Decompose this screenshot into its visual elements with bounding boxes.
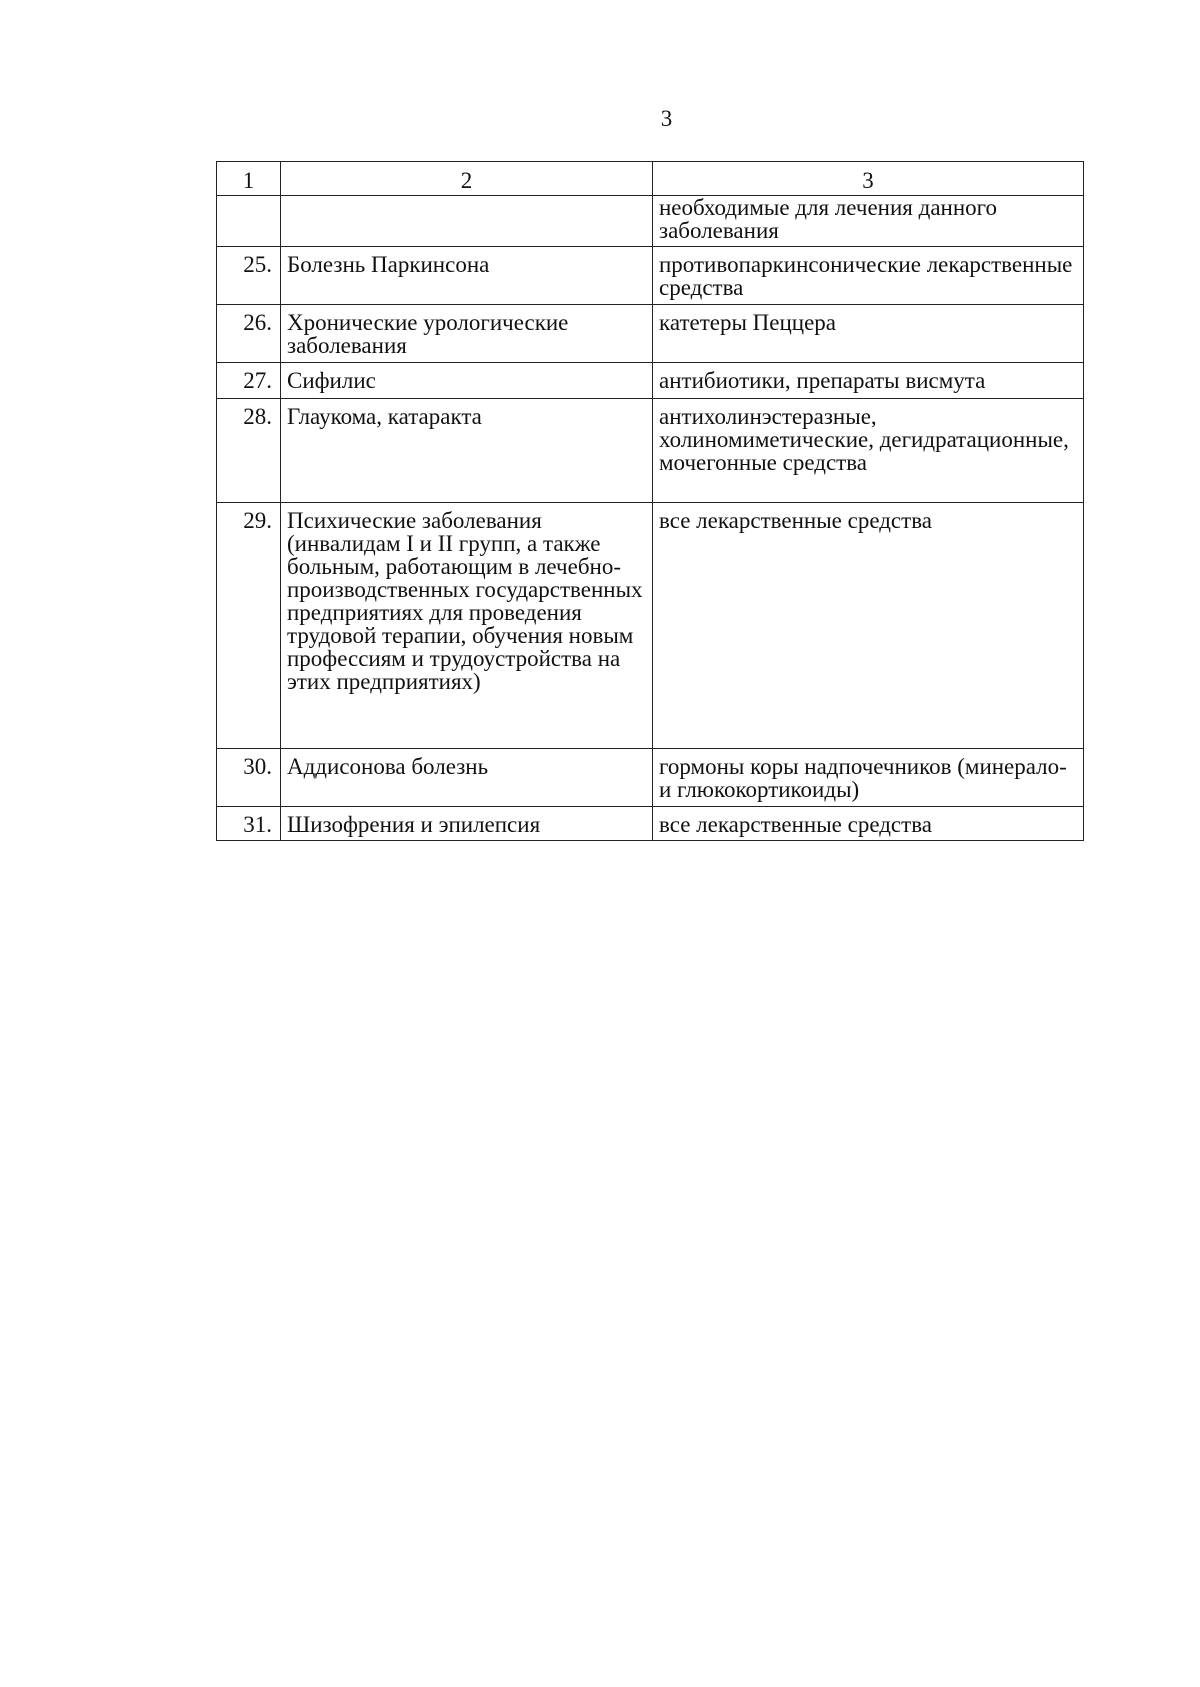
drugs-cell: противопаркинсонические лекарственные средства [653,247,1084,305]
table-row [217,305,1084,363]
disease-cell: Сифилис [281,363,653,399]
drugs-cell: антихолинэстеразные, холиномиметические, дегидратационные, мочегонные средства [653,399,1084,503]
row-number-cell: 30. [217,749,281,807]
disease-cell: Аддисонова болезнь [281,749,653,807]
table-row [217,247,1084,305]
table-row [217,807,1084,841]
table-header-row [217,162,1084,196]
drugs-cell: катетеры Пеццера [653,305,1084,363]
drugs-cell: все лекарственные средства [653,807,1084,841]
row-number-cell: 28. [217,399,281,503]
disease-cell [281,196,653,247]
row-number-cell: 31. [217,807,281,841]
page-number: 3 [660,106,673,131]
table-row [217,363,1084,399]
row-number-cell [217,196,281,247]
table-row-continuation [217,196,1084,247]
disease-cell: Шизофрения и эпилепсия [281,807,653,841]
table-row [217,503,1084,749]
disease-cell: Хронические урологические заболевания [281,305,653,363]
row-number-cell: 25. [217,247,281,305]
table-row [217,399,1084,503]
drugs-cell: гормоны коры надпочечников (минерало- и глюкокортикоиды) [653,749,1084,807]
row-number-cell: 29. [217,503,281,749]
column-header-3: 3 [653,162,1084,196]
table-row [217,749,1084,807]
drugs-cell: антибиотики, препараты висмута [653,363,1084,399]
drugs-cell: необходимые для лечения данного заболевания [653,196,1084,247]
disease-cell: Глаукома, катаракта [281,399,653,503]
column-header-1: 1 [217,162,281,196]
disease-cell: Болезнь Паркинсона [281,247,653,305]
row-number-cell: 27. [217,363,281,399]
column-header-2: 2 [281,162,653,196]
row-number-cell: 26. [217,305,281,363]
benefits-table [216,161,1084,841]
drugs-cell: все лекарственные средства [653,503,1084,749]
disease-cell: Психические заболевания (инвалидам I и II групп, а также больным, работающим в лечебно-производственных государственных предприятиях для проведения трудовой терапии, обучения новым профессиям и трудоустройства на этих предприятиях) [281,503,653,749]
